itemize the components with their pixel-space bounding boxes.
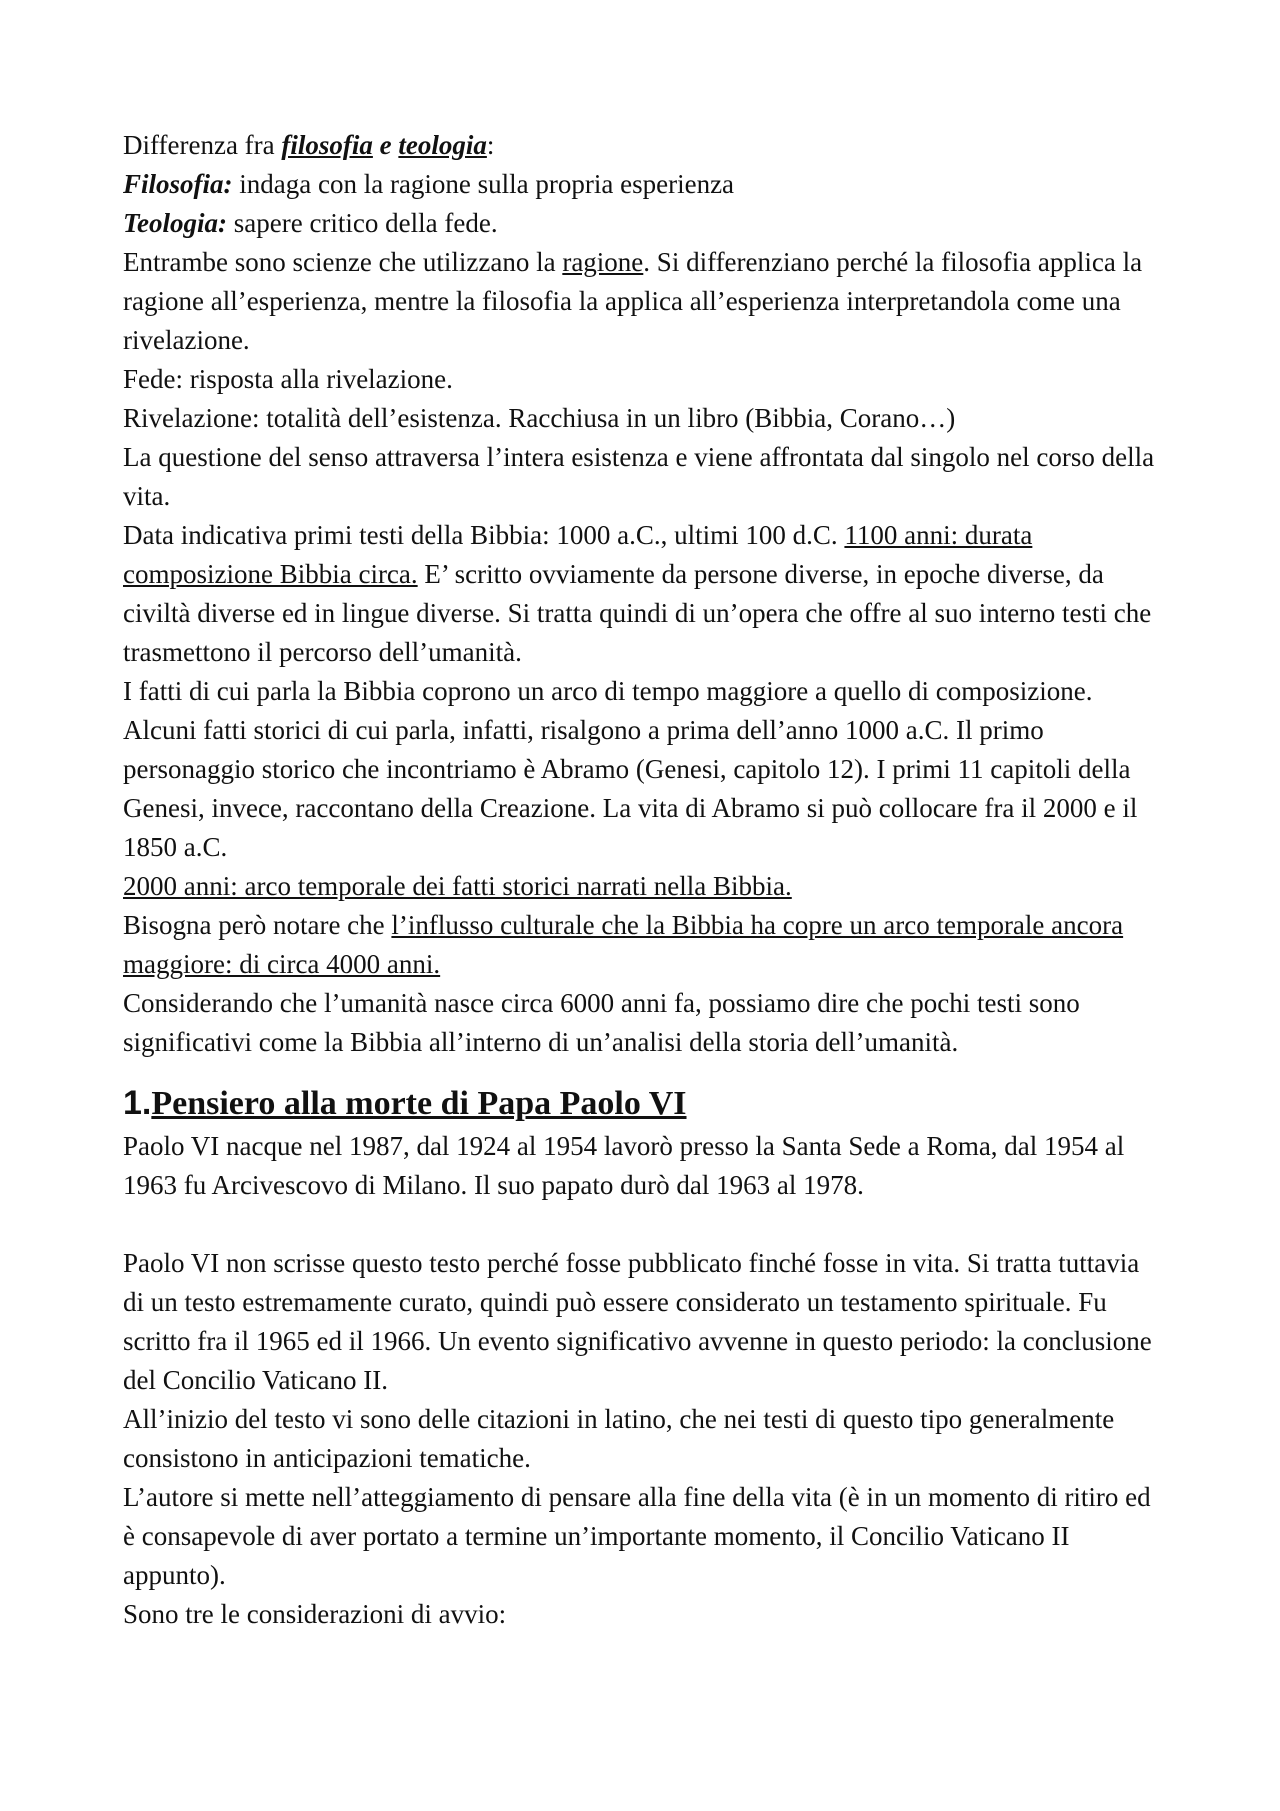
underlined-ragione: ragione bbox=[562, 247, 644, 277]
definition-filosofia-text: indaga con la ragione sulla propria esperienza bbox=[232, 169, 735, 199]
section-title: Pensiero alla morte di Papa Paolo VI bbox=[151, 1085, 687, 1122]
paragraph-fede: Fede: risposta alla rivelazione. bbox=[123, 364, 453, 394]
underlined-influsso-culturale: l’influsso culturale che la Bibbia ha copre un arco temporale ancora maggiore: di circa 4000 anni. bbox=[123, 910, 1124, 979]
paragraph-rivelazione: Rivelazione: totalità dell’esistenza. Racchiusa in un libro (Bibbia, Corano…) bbox=[123, 403, 956, 433]
paragraph-data-indicativa bbox=[123, 516, 1163, 672]
intro-heading-line bbox=[123, 126, 1163, 165]
section-heading bbox=[123, 1080, 1163, 1127]
definition-filosofia-label: Filosofia: bbox=[123, 169, 233, 199]
document-body bbox=[123, 126, 1163, 1634]
paragraph-spacer bbox=[123, 1205, 1163, 1244]
paragraph-autore: L’autore si mette nell’atteggiamento di pensare alla fine della vita (è in un momento di ritiro ed è consapevole di aver portato a termine un’importante momento, il Concilio Vaticano II appunto). bbox=[123, 1482, 1151, 1590]
definition-teologia bbox=[123, 204, 1163, 243]
intro-heading-suffix: : bbox=[486, 130, 495, 160]
term-filosofia: filosofia bbox=[281, 130, 373, 160]
definition-filosofia bbox=[123, 165, 1163, 204]
intro-heading-prefix: Differenza fra bbox=[123, 130, 282, 160]
paragraph-bisogna-text-a: Bisogna però notare che bbox=[123, 910, 392, 940]
underlined-1100-anni: 1100 anni: durata composizione Bibbia circa. bbox=[123, 520, 1033, 589]
paragraph-data-text-b: E’ scritto ovviamente da persone diverse, in epoche diverse, da civiltà diverse ed in lingue diverse. Si tratta quindi di un’opera che offre al suo interno testi che trasmettono il percorso dell’umanità. bbox=[123, 559, 1152, 667]
paragraph-data-text-a: Data indicativa primi testi della Bibbia: 1000 a.C., ultimi 100 d.C. bbox=[123, 520, 845, 550]
definition-teologia-label: Teologia: bbox=[123, 208, 227, 238]
paragraph-fatti: I fatti di cui parla la Bibbia coprono un arco di tempo maggiore a quello di composizione. Alcuni fatti storici di cui parla, infatti, risalgono a prima dell’anno 1000 a.C. Il primo personaggio storico che incontriamo è Abramo (Genesi, capitolo 12). I primi 11 capitoli della Genesi, invece, raccontano della Creazione. La vita di Abramo si può collocare fra il 2000 e il 1850 a.C. bbox=[123, 676, 1138, 862]
section-number: 1. bbox=[123, 1084, 152, 1122]
term-teologia: teologia bbox=[398, 130, 487, 160]
paragraph-considerando: Considerando che l’umanità nasce circa 6000 anni fa, possiamo dire che pochi testi sono significativi come la Bibbia all’interno di un’analisi della storia dell’umanità. bbox=[123, 988, 1080, 1057]
definition-teologia-text: sapere critico della fede. bbox=[227, 208, 498, 238]
paragraph-sono-tre: Sono tre le considerazioni di avvio: bbox=[123, 1599, 507, 1629]
paragraph-nacque: Paolo VI nacque nel 1987, dal 1924 al 1954 lavorò presso la Santa Sede a Roma, dal 1954 al 1963 fu Arcivescovo di Milano. Il suo papato durò dal 1963 al 1978. bbox=[123, 1131, 1125, 1200]
paragraph-bisogna bbox=[123, 906, 1163, 984]
paragraph-entrambe-text-b: . Si differenziano perché la filosofia applica la ragione all’esperienza, mentre la filosofia la applica all’esperienza interpretandola come una rivelazione. bbox=[123, 247, 1143, 355]
underlined-2000-anni: 2000 anni: arco temporale dei fatti storici narrati nella Bibbia. bbox=[123, 871, 792, 901]
conjunction-e: e bbox=[372, 130, 399, 160]
paragraph-inizio-testo: All’inizio del testo vi sono delle citazioni in latino, che nei testi di questo tipo generalmente consistono in anticipazioni tematiche. bbox=[123, 1404, 1115, 1473]
paragraph-entrambe bbox=[123, 243, 1163, 360]
paragraph-entrambe-text-a: Entrambe sono scienze che utilizzano la bbox=[123, 247, 563, 277]
paragraph-non-scrisse: Paolo VI non scrisse questo testo perché fosse pubblicato finché fosse in vita. Si tratta tuttavia di un testo estremamente curato, quindi può essere considerato un testamento spirituale. Fu scritto fra il 1965 ed il 1966. Un evento significativo avvenne in questo periodo: la conclusione del Concilio Vaticano II. bbox=[123, 1248, 1152, 1395]
paragraph-questione: La questione del senso attraversa l’intera esistenza e viene affrontata dal singolo nel corso della vita. bbox=[123, 442, 1155, 511]
